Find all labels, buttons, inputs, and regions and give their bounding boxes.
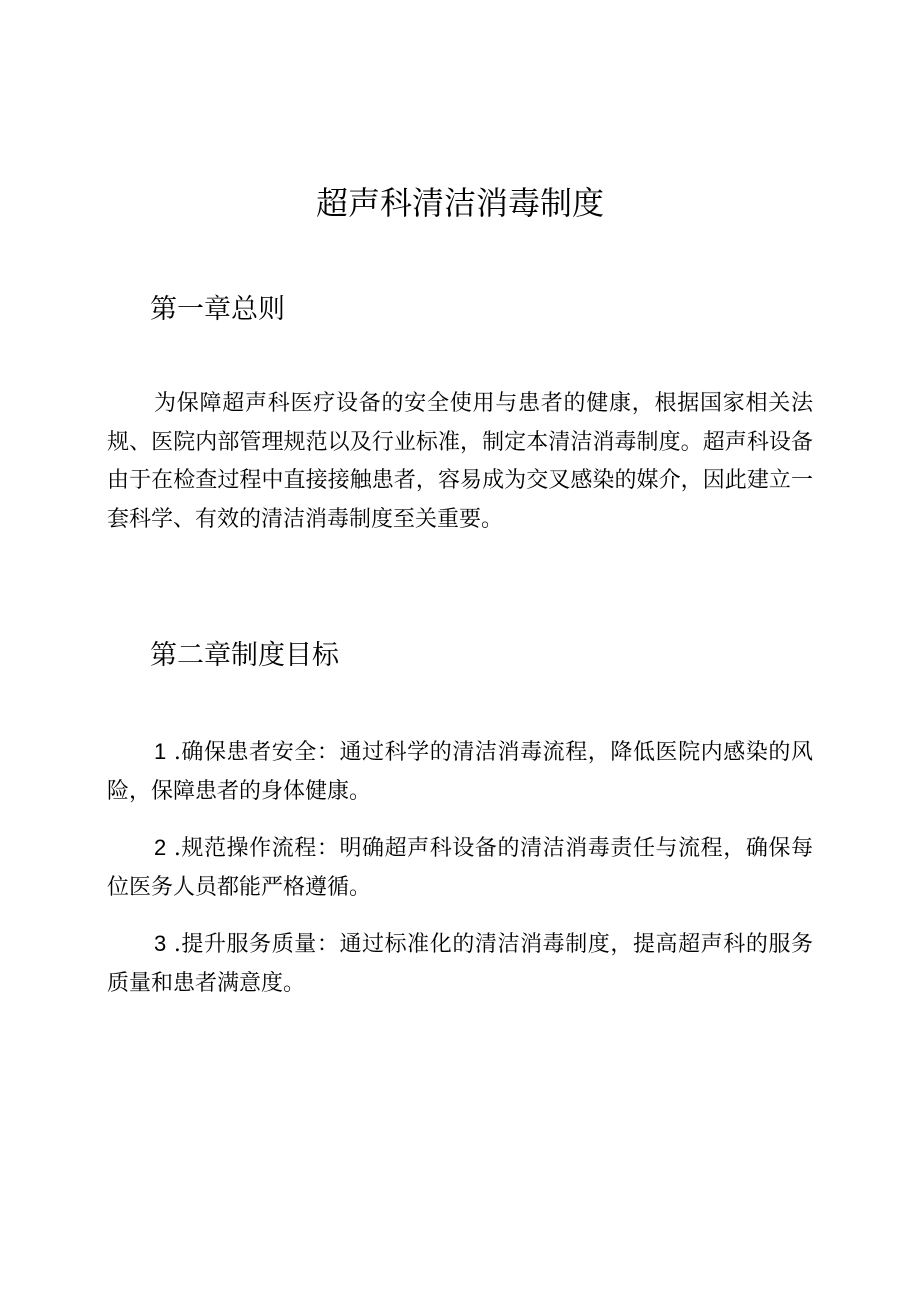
objective-item-text: .提升服务质量：通过标准化的清洁消毒制度，提高超声科的服务质量和患者满意度。 <box>107 932 813 996</box>
objective-item-number: 2 <box>154 835 167 860</box>
objective-item-number: 1 <box>154 739 167 764</box>
objective-item-text: .规范操作流程：明确超声科设备的清洁消毒责任与流程，确保每位医务人员都能严格遵循。 <box>107 836 813 900</box>
chapter-heading-general: 第一章总则 <box>150 294 285 325</box>
objective-item-number: 3 <box>154 931 167 956</box>
objective-item-2 <box>107 829 813 907</box>
objective-item-text: .确保患者安全：通过科学的清洁消毒流程，降低医院内感染的风险，保障患者的身体健康。 <box>107 740 813 804</box>
objective-item-1 <box>107 733 813 811</box>
objective-item-3 <box>107 925 813 1003</box>
chapter-1-paragraph: 为保障超声科医疗设备的安全使用与患者的健康，根据国家相关法规、医院内部管理规范以及行业标准，制定本清洁消毒制度。超声科设备由于在检查过程中直接接触患者，容易成为交叉感染的媒介，因此建立一套科学、有效的清洁消毒制度至关重要。 <box>107 391 813 532</box>
document-title: 超声科清洁消毒制度 <box>315 184 604 222</box>
chapter-heading-objectives: 第二章制度目标 <box>150 640 339 671</box>
